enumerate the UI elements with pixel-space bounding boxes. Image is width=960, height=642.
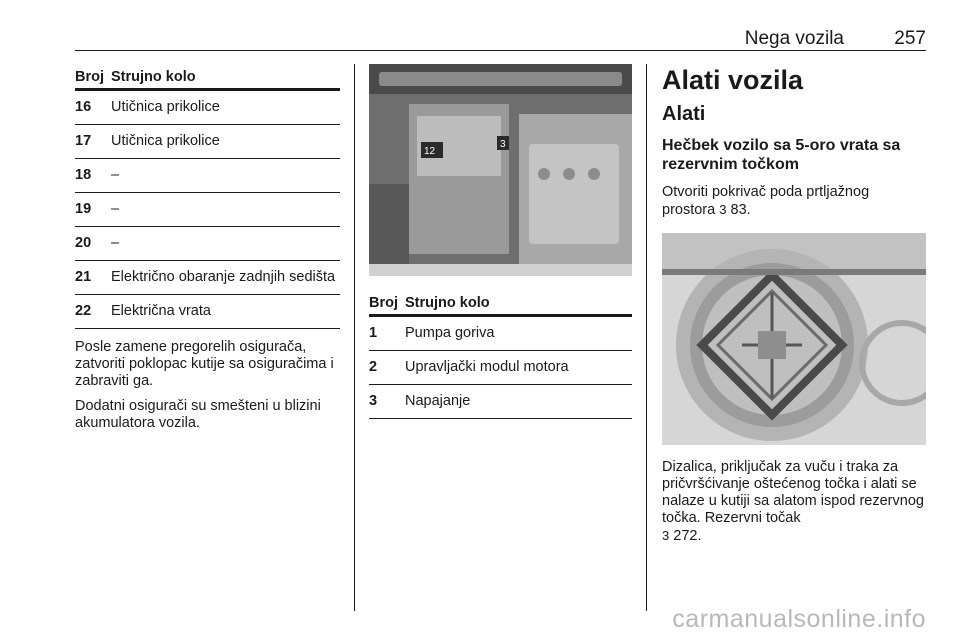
table-row xyxy=(369,385,632,419)
section-heading: Alati vozila xyxy=(662,65,804,95)
fuse-circuit: Električno obaranje zadnjih sedišta xyxy=(111,261,340,295)
paragraph xyxy=(662,459,926,545)
paragraph: Posle zamene pregorelih osigurača, zatvoriti poklopac kutije sa osiguračima i zabraviti ga. xyxy=(75,339,334,389)
fuse-circuit: Utičnica prikolice xyxy=(111,90,340,125)
fuse-circuit: Utičnica prikolice xyxy=(111,125,340,159)
fuse-number: 17 xyxy=(75,125,111,159)
table-row xyxy=(75,90,340,125)
topic-heading: Hečbek vozilo sa 5-oro vrata sa rezervnim točkom xyxy=(662,137,901,173)
page-number: 257 xyxy=(894,28,926,49)
fuse-circuit: Napajanje xyxy=(405,385,632,419)
column-right xyxy=(662,64,926,545)
table-row xyxy=(369,351,632,385)
table-row xyxy=(75,227,340,261)
table-row xyxy=(75,261,340,295)
page-reference[interactable]: 272. xyxy=(673,528,702,544)
column-header-circuit: Strujno kolo xyxy=(405,290,632,316)
fuse-number: 19 xyxy=(75,193,111,227)
column-header-circuit: Strujno kolo xyxy=(111,64,340,90)
battery-fuse-photo xyxy=(369,64,632,276)
fuse-table xyxy=(369,290,632,419)
page-reference-icon: 3 xyxy=(662,528,670,543)
fuse-number: 21 xyxy=(75,261,111,295)
page-reference[interactable]: 83. xyxy=(730,202,751,218)
fuse-circuit: Upravljački modul motora xyxy=(405,351,632,385)
watermark: carmanualsonline.info xyxy=(672,605,926,633)
page-reference-icon: 3 xyxy=(719,202,727,217)
fuse-number: 20 xyxy=(75,227,111,261)
page-header xyxy=(75,26,926,51)
photo-label: 12 xyxy=(424,146,436,157)
table-row xyxy=(369,316,632,351)
section-title: Nega vozila xyxy=(744,28,844,49)
column-divider xyxy=(646,64,647,611)
table-header-row xyxy=(75,64,340,90)
paragraph xyxy=(662,184,926,219)
subsection-heading: Alati xyxy=(662,103,706,125)
column-header-number: Broj xyxy=(369,290,405,316)
column-left xyxy=(75,64,340,432)
fuse-number: 16 xyxy=(75,90,111,125)
table-row xyxy=(75,193,340,227)
column-middle xyxy=(369,64,632,419)
fuse-number: 1 xyxy=(369,316,405,351)
column-divider xyxy=(354,64,355,611)
fuse-number: 22 xyxy=(75,295,111,329)
fuse-circuit: – xyxy=(111,193,340,227)
column-header-number: Broj xyxy=(75,64,111,90)
table-row xyxy=(75,125,340,159)
spare-wheel-jack-photo xyxy=(662,233,926,445)
intro-text: Otvoriti pokrivač poda prtljažnog prostora xyxy=(662,184,870,218)
table-header-row xyxy=(369,290,632,316)
fuse-number: 2 xyxy=(369,351,405,385)
table-row xyxy=(75,295,340,329)
fuse-circuit: – xyxy=(111,159,340,193)
fuse-table xyxy=(75,64,340,329)
fuse-number: 3 xyxy=(369,385,405,419)
table-row xyxy=(75,159,340,193)
fuse-number: 18 xyxy=(75,159,111,193)
photo-label: 3 xyxy=(500,139,506,150)
fuse-circuit: Električna vrata xyxy=(111,295,340,329)
body-text: Dizalica, priključak za vuču i traka za pričvršćivanje oštećenog točka i alati se nalaze u kutiji sa alatom ispod rezervnog točka. Rezervni točak xyxy=(662,459,924,526)
fuse-circuit: – xyxy=(111,227,340,261)
paragraph: Dodatni osigurači su smešteni u blizini akumulatora vozila. xyxy=(75,398,321,431)
fuse-circuit: Pumpa goriva xyxy=(405,316,632,351)
